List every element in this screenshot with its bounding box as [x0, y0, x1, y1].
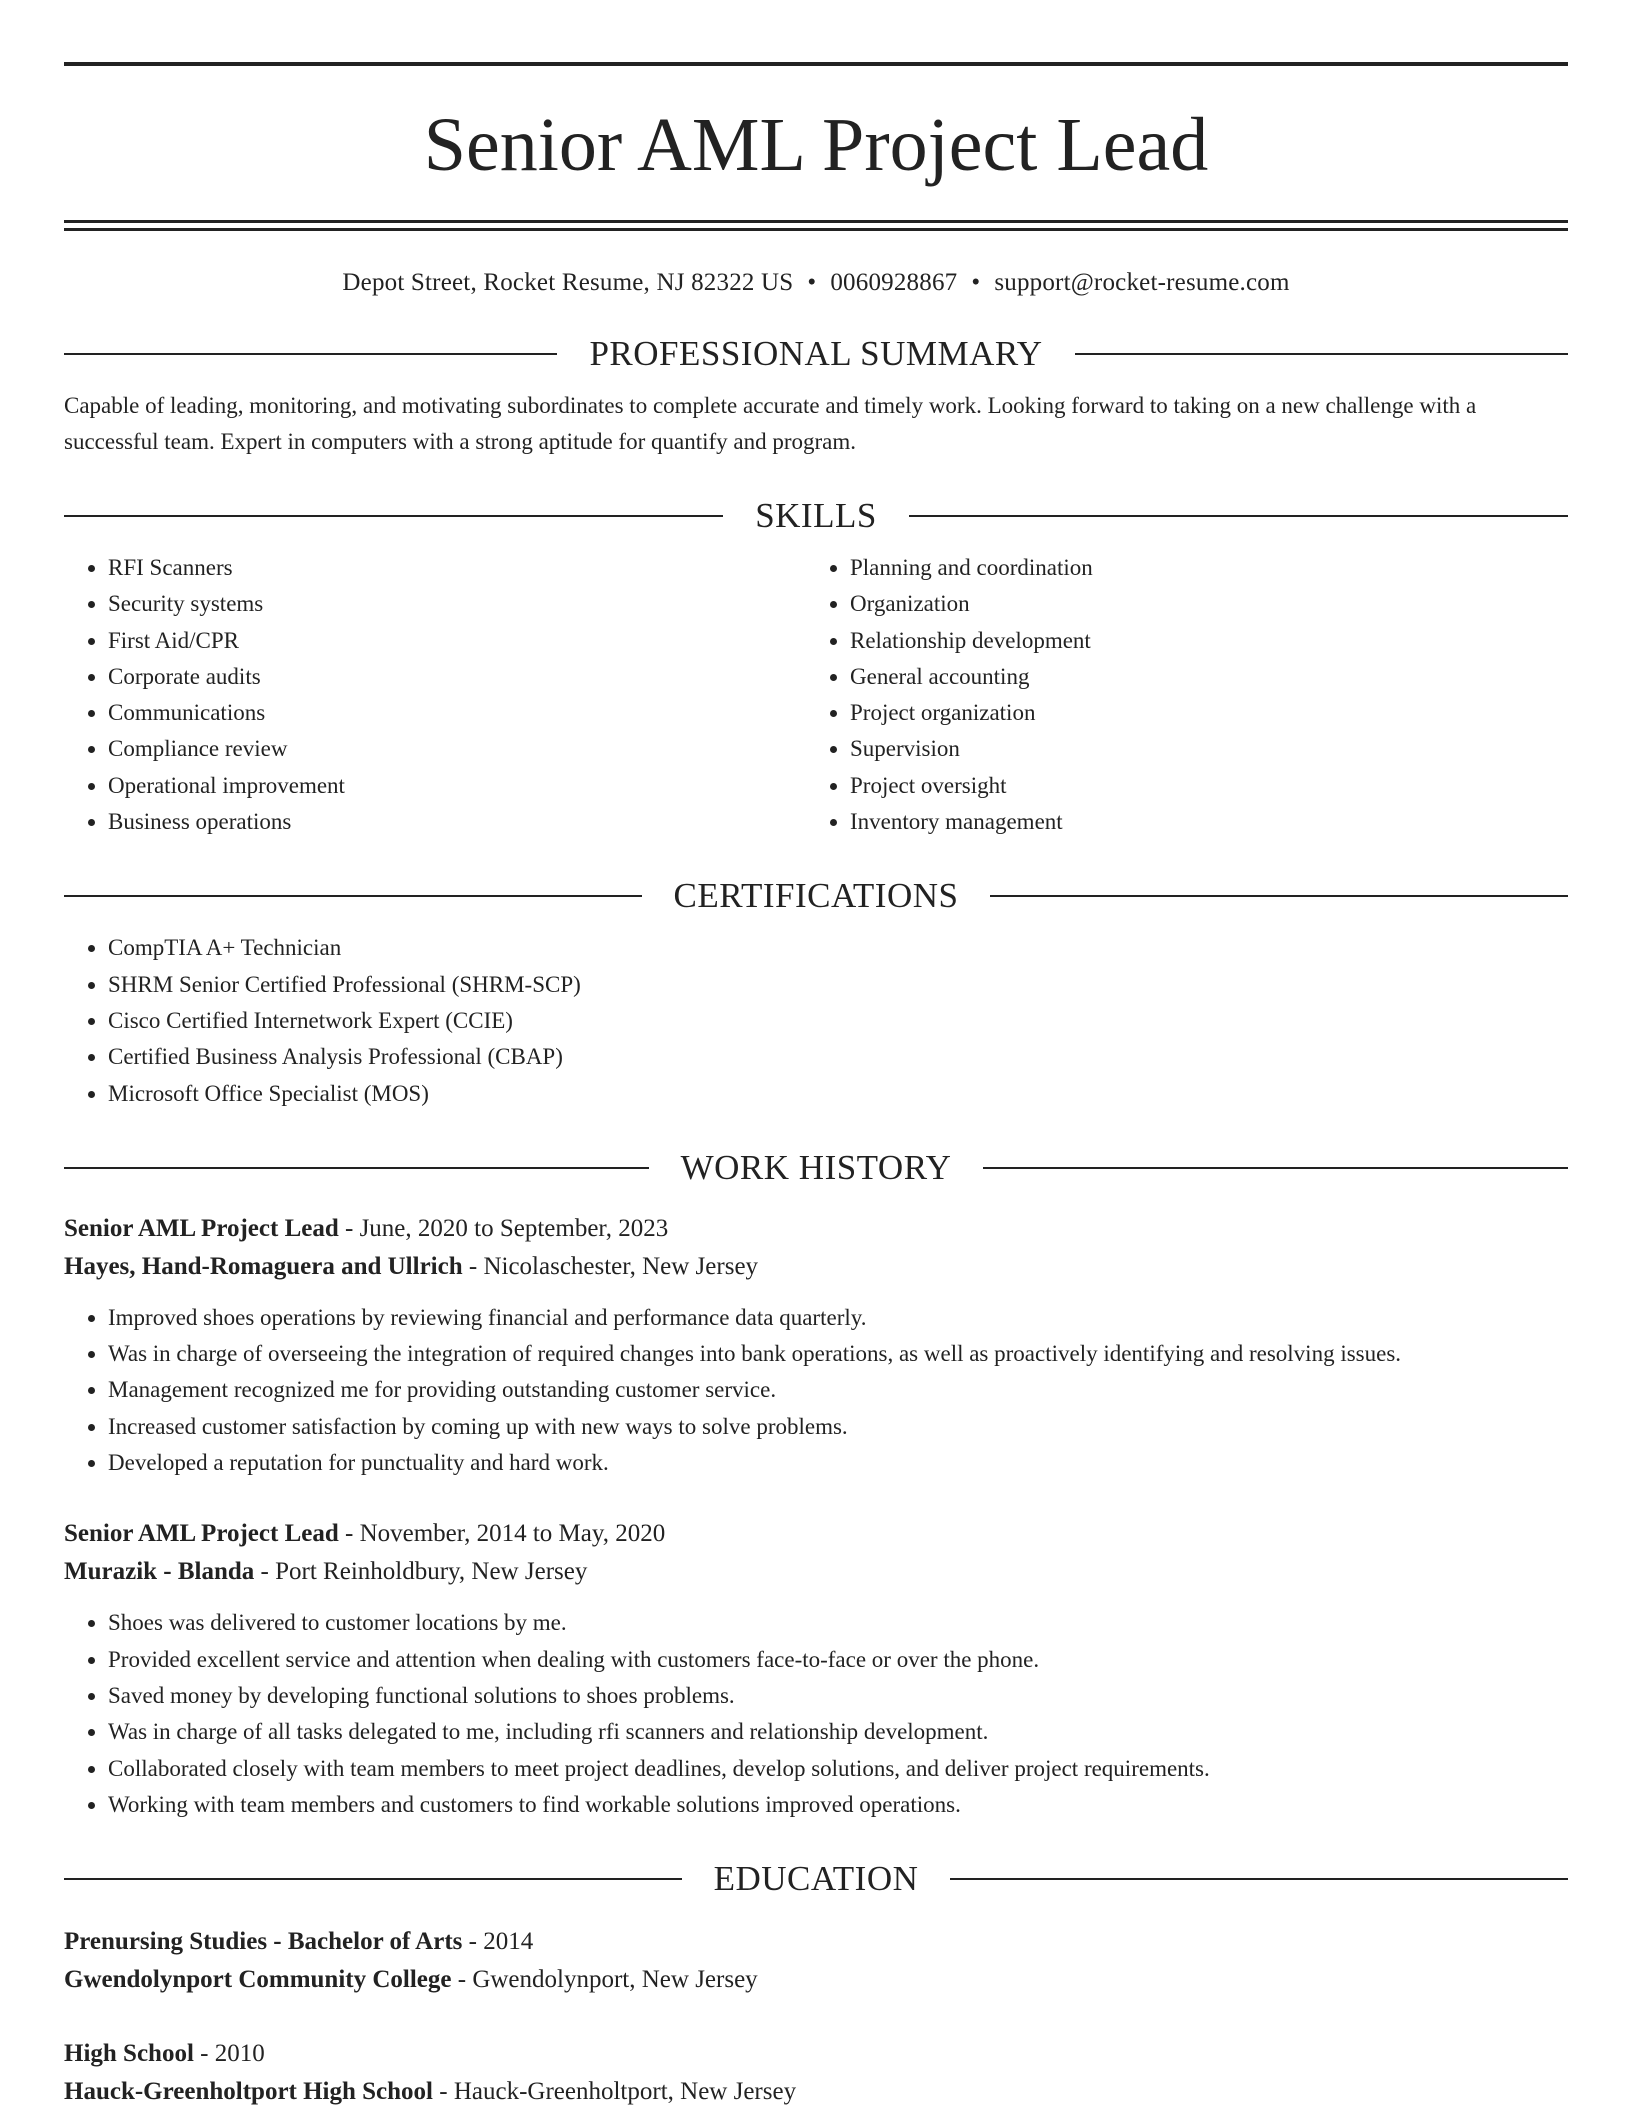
- heading-rule-right: [909, 515, 1568, 517]
- job-role: Senior AML Project Lead: [64, 1214, 339, 1242]
- heading-rule-right: [950, 1878, 1568, 1880]
- education-year: - 2010: [193, 2040, 265, 2068]
- job-location: - Nicolaschester, New Jersey: [462, 1252, 759, 1280]
- job-role-line: [64, 1210, 1568, 1248]
- skills-column-left: [64, 550, 806, 840]
- skill-item: • Communications: [108, 695, 806, 731]
- section-heading-skills: [64, 494, 1568, 538]
- skill-item: • Security systems: [108, 586, 806, 622]
- header-double-rule: [64, 220, 1568, 231]
- work-entry: [64, 1210, 1568, 1481]
- skill-item: • Relationship development: [850, 623, 1548, 659]
- education-location: - Hauck-Greenholtport, New Jersey: [433, 2078, 797, 2106]
- certifications-list: [64, 930, 1568, 1111]
- candidate-title: Senior AML Project Lead: [423, 103, 1209, 187]
- skills-list: [64, 550, 1568, 840]
- education-entry: [64, 2035, 1568, 2111]
- education-entry: [64, 1923, 1568, 1999]
- education-school-line: [64, 2073, 1568, 2111]
- education-year: - 2014: [462, 1928, 534, 1956]
- section-heading-work-history: [64, 1146, 1568, 1190]
- certification-item: • Cisco Certified Internetwork Expert (CCIE): [108, 1003, 1568, 1039]
- summary-text: Capable of leading, monitoring, and motivating subordinates to complete accurate and timely work. Looking forward to taking on a new challenge with a successful team. Expert in computers with a strong aptitude for quantify and program.: [64, 393, 1477, 454]
- section-title: CERTIFICATIONS: [673, 876, 959, 916]
- job-location: - Port Reinholdbury, New Jersey: [254, 1558, 588, 1586]
- job-role-line: [64, 1515, 1568, 1553]
- certification-item: • CompTIA A+ Technician: [108, 930, 1568, 966]
- contact-line: [64, 268, 1568, 298]
- skill-item: • Project organization: [850, 695, 1548, 731]
- job-bullet: • Provided excellent service and attention when dealing with customers face-to-face or over the phone.: [108, 1642, 1568, 1678]
- job-bullet: • Working with team members and customers to find workable solutions improved operations.: [108, 1787, 1568, 1823]
- job-dates: - November, 2014 to May, 2020: [338, 1520, 666, 1548]
- job-company: Hayes, Hand-Romaguera and Ullrich: [64, 1252, 463, 1280]
- job-bullet: • Increased customer satisfaction by coming up with new ways to solve problems.: [108, 1409, 1568, 1445]
- education-degree-line: [64, 1923, 1568, 1961]
- section-heading-certifications: [64, 874, 1568, 918]
- certification-item: • SHRM Senior Certified Professional (SHRM-SCP): [108, 967, 1568, 1003]
- heading-rule-left: [64, 1878, 682, 1880]
- skill-item: • Project oversight: [850, 768, 1548, 804]
- job-bullet: • Was in charge of overseeing the integration of required changes into bank operations, as well as proactively identifying and resolving issues.: [108, 1336, 1568, 1372]
- job-bullet: • Management recognized me for providing outstanding customer service.: [108, 1372, 1568, 1408]
- education-degree-line: [64, 2035, 1568, 2073]
- job-company: Murazik - Blanda: [64, 1558, 255, 1586]
- header-top-rule: [64, 62, 1568, 66]
- job-bullet: • Saved money by developing functional solutions to shoes problems.: [108, 1678, 1568, 1714]
- section-title: EDUCATION: [713, 1859, 919, 1899]
- heading-rule-left: [64, 515, 723, 517]
- skill-item: • Organization: [850, 586, 1548, 622]
- heading-rule-left: [64, 1167, 649, 1169]
- heading-rule-left: [64, 895, 642, 897]
- education-degree: Prenursing Studies - Bachelor of Arts: [64, 1928, 463, 1956]
- section-title: SKILLS: [755, 496, 877, 535]
- skill-item: • Business operations: [108, 804, 806, 840]
- job-bullet: • Improved shoes operations by reviewing financial and performance data quarterly.: [108, 1300, 1568, 1336]
- education-school-line: [64, 1961, 1568, 1999]
- contact-address: Depot Street, Rocket Resume, NJ 82322 US: [342, 269, 794, 296]
- education-school: Gwendolynport Community College: [64, 1966, 452, 1994]
- job-dates: - June, 2020 to September, 2023: [338, 1214, 669, 1242]
- certification-item: • Microsoft Office Specialist (MOS): [108, 1076, 1568, 1112]
- section-title: PROFESSIONAL SUMMARY: [589, 334, 1043, 373]
- contact-separator: •: [971, 269, 981, 296]
- heading-rule-right: [1075, 353, 1568, 355]
- skill-item: • General accounting: [850, 659, 1548, 695]
- job-company-line: [64, 1248, 1568, 1286]
- education-degree: High School: [64, 2040, 194, 2068]
- skill-item: • RFI Scanners: [108, 550, 806, 586]
- job-bullet: • Developed a reputation for punctuality and hard work.: [108, 1445, 1568, 1481]
- section-heading-education: [64, 1857, 1568, 1901]
- work-entry: [64, 1515, 1568, 1823]
- skill-item: • Planning and coordination: [850, 550, 1548, 586]
- skills-column-right: [806, 550, 1548, 840]
- heading-rule-right: [983, 1167, 1568, 1169]
- heading-rule-left: [64, 353, 557, 355]
- certification-item: • Certified Business Analysis Professional (CBAP): [108, 1039, 1568, 1075]
- job-company-line: [64, 1553, 1568, 1591]
- heading-rule-right: [990, 895, 1568, 897]
- resume-page: [64, 0, 1568, 2111]
- skill-item: • Corporate audits: [108, 659, 806, 695]
- skill-item: • Supervision: [850, 731, 1548, 767]
- section-title: WORK HISTORY: [680, 1147, 952, 1187]
- education-location: - Gwendolynport, New Jersey: [451, 1966, 758, 1994]
- contact-separator: •: [807, 269, 817, 296]
- skill-item: • Inventory management: [850, 804, 1548, 840]
- contact-phone[interactable]: 0060928867: [830, 269, 958, 296]
- job-bullet: • Collaborated closely with team members to meet project deadlines, develop solutions, and deliver project requirements.: [108, 1751, 1568, 1787]
- education-school: Hauck-Greenholtport High School: [64, 2078, 434, 2106]
- job-bullet: • Was in charge of all tasks delegated to me, including rfi scanners and relationship development.: [108, 1714, 1568, 1750]
- skill-item: • Compliance review: [108, 731, 806, 767]
- job-bullets: [64, 1605, 1568, 1823]
- job-role: Senior AML Project Lead: [64, 1520, 339, 1548]
- section-heading-summary: [64, 332, 1568, 376]
- skill-item: • First Aid/CPR: [108, 623, 806, 659]
- skill-item: • Operational improvement: [108, 768, 806, 804]
- job-bullets: [64, 1300, 1568, 1481]
- job-bullet: • Shoes was delivered to customer locations by me.: [108, 1605, 1568, 1641]
- contact-email[interactable]: support@rocket-resume.com: [994, 269, 1290, 296]
